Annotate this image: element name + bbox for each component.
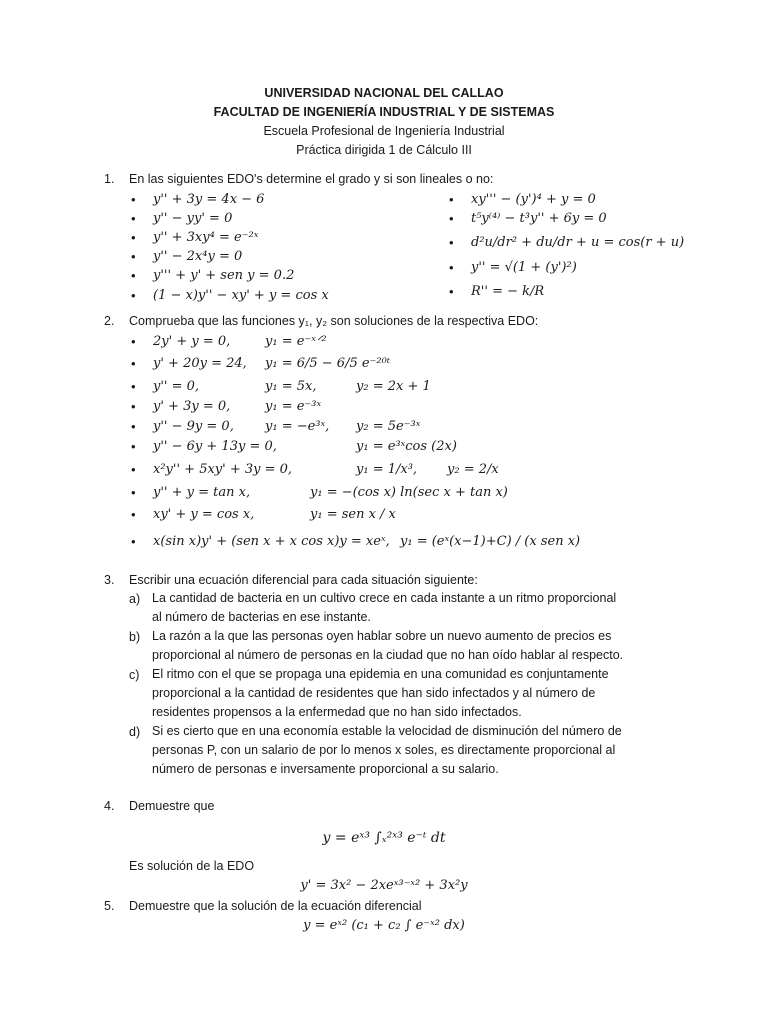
q3-item-line: al número de bacterias en ese instante.: [152, 610, 371, 624]
q1-right-eq: d²u/dr² + du/dr + u = cos(r + u): [471, 235, 685, 250]
bullet: •: [131, 485, 136, 500]
bullet: •: [449, 211, 454, 226]
q3-item-line: El ritmo con el que se propaga una epidemia en una comunidad es conjuntamente: [152, 667, 609, 681]
q1-right-eq: R'' = − k/R: [471, 284, 545, 299]
q3-item-line: número de personas e inversamente proporcional a su salario.: [152, 762, 499, 776]
school-title: Escuela Profesional de Ingeniería Industrial: [263, 124, 505, 138]
q3-text: Escribir una ecuación diferencial para cada situación siguiente:: [129, 573, 478, 587]
bullet: •: [449, 192, 454, 207]
q5-number: 5.: [104, 899, 115, 913]
q1-number: 1.: [104, 172, 115, 186]
q1-left-eq: y'' + 3y = 4x − 6: [153, 192, 265, 207]
q3-item-line: proporcional al número de personas en la ciudad que no han oído hablar al respecto.: [152, 648, 624, 662]
bullet: •: [449, 284, 454, 299]
q4-formula: y = eˣ³ ∫ₓ²ˣ³ e⁻ᵗ dt: [322, 830, 446, 846]
q2-text: Comprueba que las funciones y₁, y₂ son soluciones de la respectiva EDO:: [129, 314, 539, 328]
bullet: •: [131, 211, 136, 226]
q4-text2: Es solución de la EDO: [129, 859, 255, 873]
q2-solution-y1: y₁ = 6/5 − 6/5 e⁻²⁰ᵗ: [265, 356, 391, 371]
q2-solution-y1: y₁ = e⁻ˣᐟ²: [265, 334, 327, 349]
q3-item-line: residentes propensos a la enfermedad que no han sido infectados.: [152, 705, 522, 719]
q3-item-line: proporcional a la cantidad de residentes que han sido infectados y al número de: [152, 686, 596, 700]
q1-right-eq: y'' = √(1 + (y')²): [471, 260, 577, 275]
q2-solution-y2: y₂ = 2/x: [447, 462, 499, 477]
q3-number: 3.: [104, 573, 115, 587]
q3-item-label: b): [129, 630, 141, 644]
q1-left-eq: (1 − x)y'' − xy' + y = cos x: [153, 288, 329, 303]
q4-edo: y' = 3x² − 2xeˣ³⁻ˣ² + 3x²y: [300, 878, 468, 893]
q2-equation: y' + 20y = 24,: [153, 356, 247, 371]
q2-number: 2.: [104, 314, 115, 328]
q2-solution-y2: y₂ = 5e⁻³ˣ: [356, 419, 421, 434]
q5-text: Demuestre que la solución de la ecuación diferencial: [129, 899, 422, 913]
q2-solution-y1: y₁ = e⁻³ˣ: [265, 399, 322, 414]
bullet: •: [131, 334, 136, 349]
q1-left-eq: y'' − 2x⁴y = 0: [153, 249, 243, 264]
q1-left-eq: y'' + 3xy⁴ = e⁻²ˣ: [153, 230, 259, 245]
bullet: •: [131, 462, 136, 477]
bullet: •: [131, 419, 136, 434]
university-title: UNIVERSIDAD NACIONAL DEL CALLAO: [264, 86, 504, 100]
q2-solution-y1: y₁ = 5x,: [265, 379, 317, 394]
q3-item-label: a): [129, 592, 141, 606]
bullet: •: [131, 356, 136, 371]
q4-text: Demuestre que: [129, 799, 215, 813]
q5-formula: y = eˣ² (c₁ + c₂ ∫ e⁻ˣ² dx): [303, 918, 465, 933]
bullet: •: [449, 235, 454, 250]
q3-item-line: personas P, con un salario de por lo menos x soles, es directamente proporcional al: [152, 743, 616, 757]
q2-equation: y'' − 6y + 13y = 0,: [153, 439, 277, 454]
q2-solution-y1: y₁ = sen x / x: [310, 507, 396, 522]
bullet: •: [131, 288, 136, 303]
q2-solution-y2: y₂ = 2x + 1: [356, 379, 431, 394]
q3-item-label: d): [129, 725, 141, 739]
q1-text: En las siguientes EDO's determine el grado y si son lineales o no:: [129, 172, 494, 186]
q1-right-eq: t⁵y⁽⁴⁾ − t³y'' + 6y = 0: [471, 211, 607, 226]
q3-item-label: c): [129, 668, 140, 682]
bullet: •: [131, 249, 136, 264]
q1-right-eq: xy''' − (y')⁴ + y = 0: [471, 192, 596, 207]
bullet: •: [131, 379, 136, 394]
q2-equation: 2y' + y = 0,: [153, 334, 231, 349]
bullet: •: [131, 268, 136, 283]
q2-solution-y1: y₁ = −(cos x) ln(sec x + tan x): [310, 485, 508, 500]
q2-equation: x²y'' + 5xy' + 3y = 0,: [153, 462, 293, 477]
q1-left-eq: y''' + y' + sen y = 0.2: [153, 268, 295, 283]
bullet: •: [131, 192, 136, 207]
q1-left-eq: y'' − yy' = 0: [153, 211, 233, 226]
bullet: •: [449, 260, 454, 275]
bullet: •: [131, 507, 136, 522]
q3-item-line: Si es cierto que en una economía estable la velocidad de disminución del número de: [152, 724, 622, 738]
q2-equation: x(sin x)y' + (sen x + x cos x)y = xeˣ,: [153, 534, 390, 549]
q2-equation: y' + 3y = 0,: [153, 399, 231, 414]
q2-solution-y1: y₁ = 1/x³,: [356, 462, 418, 477]
q2-solution-y1: y₁ = (eˣ(x−1)+C) / (x sen x): [400, 534, 581, 549]
q2-equation: xy' + y = cos x,: [153, 507, 255, 522]
practice-title: Práctica dirigida 1 de Cálculo III: [296, 143, 472, 157]
q2-equation: y'' + y = tan x,: [153, 485, 251, 500]
bullet: •: [131, 230, 136, 245]
bullet: •: [131, 439, 136, 454]
bullet: •: [131, 534, 136, 549]
q3-item-line: La razón a la que las personas oyen hablar sobre un nuevo aumento de precios es: [152, 629, 612, 643]
q3-item-line: La cantidad de bacteria en un cultivo crece en cada instante a un ritmo proporcional: [152, 591, 617, 605]
bullet: •: [131, 399, 136, 414]
q4-number: 4.: [104, 799, 115, 813]
q2-solution-y1: y₁ = −e³ˣ,: [265, 419, 330, 434]
q2-equation: y'' − 9y = 0,: [153, 419, 234, 434]
q2-solution-y1: y₁ = e³ˣcos (2x): [356, 439, 457, 454]
q2-equation: y'' = 0,: [153, 379, 200, 394]
faculty-title: FACULTAD DE INGENIERÍA INDUSTRIAL Y DE SISTEMAS: [213, 105, 555, 119]
